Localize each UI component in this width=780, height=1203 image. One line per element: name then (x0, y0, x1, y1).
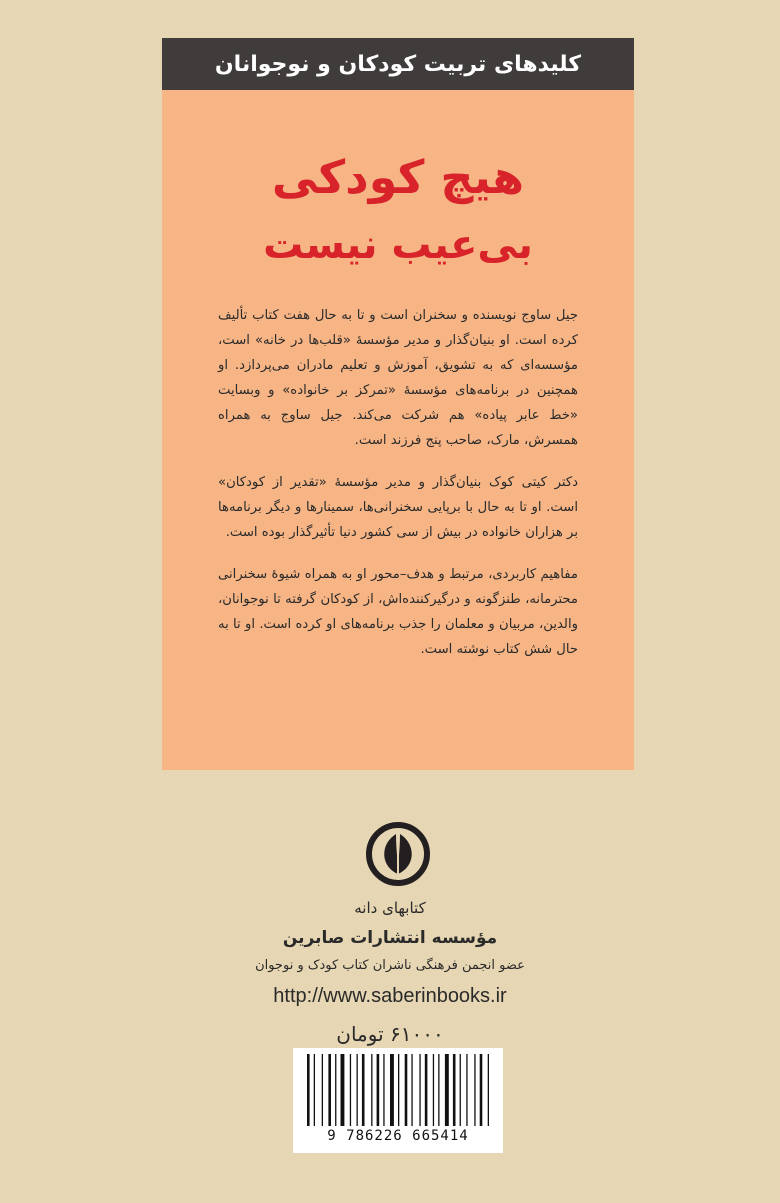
barcode-bar (453, 1054, 456, 1126)
barcode-bar (335, 1054, 336, 1126)
barcode-bars (293, 1048, 503, 1128)
price: ۶۱۰۰۰ تومان (336, 1022, 444, 1046)
barcode-bar (425, 1054, 428, 1126)
barcode-bar (371, 1054, 372, 1126)
barcode-bar (445, 1054, 449, 1126)
barcode-bar (438, 1054, 439, 1126)
barcode-bar (328, 1054, 331, 1126)
blurb-paragraph-2: دکتر کیتی کوک بنیان‌گذار و مدیر مؤسسهٔ «تقدیر از کودکان» است. او تا به حال با برپایی سخنرانی‌ها، سمینارها و دیگر برنامه‌ها بر هزاران خانواده در بیش از سی کشور دنیا تأثیرگذار بوده است. (218, 475, 578, 540)
barcode-bar (362, 1054, 365, 1126)
barcode (293, 1048, 503, 1153)
barcode-digits: 9 786226 665414 (327, 1128, 469, 1144)
publisher-url: http://www.saberinbooks.ir (273, 985, 507, 1007)
publisher-name: مؤسسه انتشارات صابرین (282, 928, 498, 948)
blurb-paragraph-3: مفاهیم کاربردی، مرتبط و هدف–محور او به همراه شیوهٔ سخنرانی محترمانه، طنزگونه و درگیرکننده‌اش، از کودکان گرفته تا نوجوانان، والدین، مربیان و معلمان را جذب برنامه‌های او کرده است. او تا به حال شش کتاب نوشته است. (218, 567, 578, 657)
barcode-bar (488, 1054, 489, 1126)
barcode-bar (307, 1054, 310, 1126)
barcode-bar (350, 1054, 351, 1126)
series-title: کلیدهای تربیت کودکان و نوجوانان (162, 38, 634, 90)
barcode-bar (466, 1054, 467, 1126)
barcode-bar (411, 1054, 412, 1126)
barcode-bar (480, 1054, 483, 1126)
barcode-bar (377, 1054, 380, 1126)
barcode-bar (460, 1054, 461, 1126)
barcode-bar (341, 1054, 345, 1126)
barcode-bar (474, 1054, 475, 1126)
book-title-line2: بی‌عیب نیست (263, 222, 533, 268)
imprint-name: کتابهای دانه (354, 899, 426, 917)
barcode-bar (314, 1054, 315, 1126)
publisher-leaf-logo-icon (366, 822, 430, 886)
book-title-line1: هیچ کودکی (271, 150, 525, 204)
blurb-paragraph-1: جیل ساوج نویسنده و سخنران است و تا به حال هفت کتاب تألیف کرده است. او بنیان‌گذار و مدیر مؤسسهٔ «قلب‌ها در خانه» است، مؤسسه‌ای که به تشویق، آموزش و تعلیم مادران می‌پردازد. او همچنین در برنامه‌های مؤسسهٔ «تمرکز بر خانواده» و وبسایت «خط عابر پیاده» هم شرکت می‌کند. جیل ساوج به همراه همسرش، مارک، صاحب پنج فرزند است. (218, 308, 578, 448)
barcode-bar (390, 1054, 394, 1126)
publisher-membership: عضو انجمن فرهنگی ناشران کتاب کودک و نوجوان (255, 958, 525, 973)
barcode-bar (419, 1054, 420, 1126)
barcode-bar (322, 1054, 323, 1126)
barcode-bar (383, 1054, 384, 1126)
blurb (218, 303, 578, 679)
barcode-bar (433, 1054, 434, 1126)
barcode-bar (398, 1054, 399, 1126)
barcode-bar (405, 1054, 408, 1126)
barcode-bar (357, 1054, 358, 1126)
